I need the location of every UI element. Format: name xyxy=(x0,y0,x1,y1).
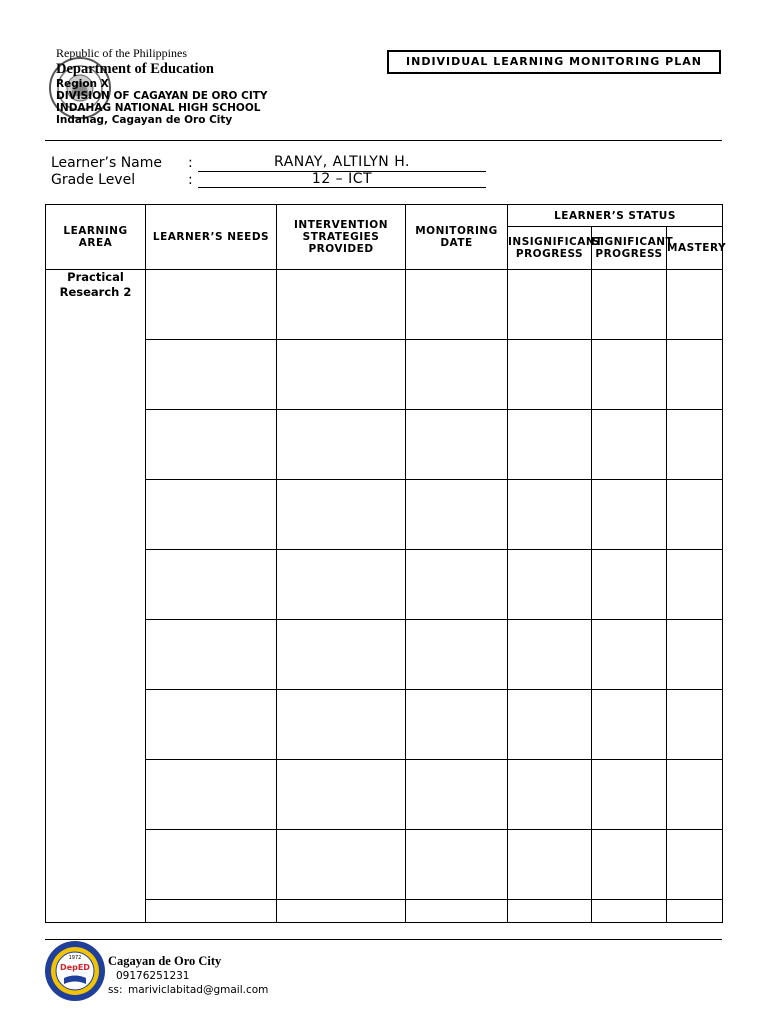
footer-divider xyxy=(45,939,722,940)
needs-cell[interactable] xyxy=(146,340,277,410)
strategies-cell[interactable] xyxy=(277,340,406,410)
mastery-cell[interactable] xyxy=(667,830,723,900)
date-cell[interactable] xyxy=(406,620,508,690)
date-cell[interactable] xyxy=(406,410,508,480)
mastery-cell[interactable] xyxy=(667,480,723,550)
school-line: INDAHAG NATIONAL HIGH SCHOOL xyxy=(56,102,261,114)
strategies-cell[interactable] xyxy=(277,620,406,690)
mastery-cell[interactable] xyxy=(667,410,723,480)
region-line: Region X xyxy=(56,78,109,90)
seal-year: 1972 xyxy=(68,955,82,961)
date-cell[interactable] xyxy=(406,900,508,923)
strategies-cell[interactable] xyxy=(277,760,406,830)
header-monitoring-date: MONITORING DATE xyxy=(406,205,508,270)
mastery-cell[interactable] xyxy=(667,620,723,690)
table-row xyxy=(46,480,723,550)
date-cell[interactable] xyxy=(406,340,508,410)
mastery-cell[interactable] xyxy=(667,340,723,410)
needs-cell[interactable] xyxy=(146,480,277,550)
significant-cell[interactable] xyxy=(592,410,667,480)
footer-city: Cagayan de Oro City xyxy=(108,954,222,968)
table-row xyxy=(46,550,723,620)
table-row xyxy=(46,690,723,760)
significant-cell[interactable] xyxy=(592,760,667,830)
insignificant-cell[interactable] xyxy=(508,690,592,760)
significant-cell[interactable] xyxy=(592,270,667,340)
grade-level-label: Grade Level xyxy=(51,172,136,188)
strategies-cell[interactable] xyxy=(277,480,406,550)
needs-cell[interactable] xyxy=(146,830,277,900)
significant-cell[interactable] xyxy=(592,900,667,923)
department-line: Department of Education xyxy=(56,61,214,77)
learner-name-field[interactable]: RANAY, ALTILYN H. xyxy=(198,154,486,172)
address-line: Indahag, Cagayan de Oro City xyxy=(56,114,233,126)
needs-cell[interactable] xyxy=(146,620,277,690)
footer-phone: 09176251231 xyxy=(116,970,190,982)
table-row xyxy=(46,830,723,900)
insignificant-cell[interactable] xyxy=(508,620,592,690)
learner-name-colon: : xyxy=(188,155,193,171)
strategies-cell[interactable] xyxy=(277,900,406,923)
seal-deped-text: DepED xyxy=(60,963,90,972)
footer-email[interactable]: mariviclabitad@gmail.com xyxy=(128,984,269,996)
date-cell[interactable] xyxy=(406,480,508,550)
significant-cell[interactable] xyxy=(592,690,667,760)
table-row xyxy=(46,620,723,690)
needs-cell[interactable] xyxy=(146,270,277,340)
date-cell[interactable] xyxy=(406,760,508,830)
mastery-cell[interactable] xyxy=(667,900,723,923)
table-row xyxy=(46,340,723,410)
needs-cell[interactable] xyxy=(146,690,277,760)
significant-cell[interactable] xyxy=(592,340,667,410)
learner-name-label: Learner’s Name xyxy=(51,155,162,171)
strategies-cell[interactable] xyxy=(277,690,406,760)
insignificant-cell[interactable] xyxy=(508,410,592,480)
mastery-cell[interactable] xyxy=(667,550,723,620)
insignificant-cell[interactable] xyxy=(508,900,592,923)
date-cell[interactable] xyxy=(406,270,508,340)
date-cell[interactable] xyxy=(406,690,508,760)
header-intervention-strategies: INTERVENTION STRATEGIES PROVIDED xyxy=(277,205,406,270)
header-significant-progress: SIGNIFICANT PROGRESS xyxy=(592,227,667,270)
insignificant-cell[interactable] xyxy=(508,480,592,550)
significant-cell[interactable] xyxy=(592,550,667,620)
header-learning-area: LEARNING AREA xyxy=(46,205,146,270)
learning-area-cell: Practical Research 2 xyxy=(46,270,146,923)
header-mastery: MASTERY xyxy=(667,227,723,270)
insignificant-cell[interactable] xyxy=(508,830,592,900)
insignificant-cell[interactable] xyxy=(508,550,592,620)
header-insignificant-progress: INSIGNIFICANT PROGRESS xyxy=(508,227,592,270)
insignificant-cell[interactable] xyxy=(508,270,592,340)
strategies-cell[interactable] xyxy=(277,830,406,900)
strategies-cell[interactable] xyxy=(277,410,406,480)
mastery-cell[interactable] xyxy=(667,760,723,830)
document-title: INDIVIDUAL LEARNING MONITORING PLAN xyxy=(387,50,721,74)
needs-cell[interactable] xyxy=(146,410,277,480)
header-learners-needs: LEARNER’S NEEDS xyxy=(146,205,277,270)
significant-cell[interactable] xyxy=(592,620,667,690)
division-line: DIVISION OF CAGAYAN DE ORO CITY xyxy=(56,90,268,102)
significant-cell[interactable] xyxy=(592,830,667,900)
monitoring-table xyxy=(45,204,727,923)
school-seal-icon xyxy=(44,940,106,1002)
insignificant-cell[interactable] xyxy=(508,340,592,410)
mastery-cell[interactable] xyxy=(667,690,723,760)
insignificant-cell[interactable] xyxy=(508,760,592,830)
strategies-cell[interactable] xyxy=(277,550,406,620)
strategies-cell[interactable] xyxy=(277,270,406,340)
header-learners-status: LEARNER’S STATUS xyxy=(508,205,723,227)
republic-line: Republic of the Philippines xyxy=(56,46,187,60)
table-row xyxy=(46,270,723,340)
grade-level-colon: : xyxy=(188,172,193,188)
grade-level-field[interactable]: 12 – ICT xyxy=(198,171,486,188)
table-row xyxy=(46,900,723,923)
needs-cell[interactable] xyxy=(146,550,277,620)
date-cell[interactable] xyxy=(406,830,508,900)
date-cell[interactable] xyxy=(406,550,508,620)
mastery-cell[interactable] xyxy=(667,270,723,340)
header-divider xyxy=(45,140,722,141)
significant-cell[interactable] xyxy=(592,480,667,550)
needs-cell[interactable] xyxy=(146,760,277,830)
table-row xyxy=(46,410,723,480)
needs-cell[interactable] xyxy=(146,900,277,923)
footer-email-label: ss: xyxy=(108,984,123,996)
table-row xyxy=(46,760,723,830)
